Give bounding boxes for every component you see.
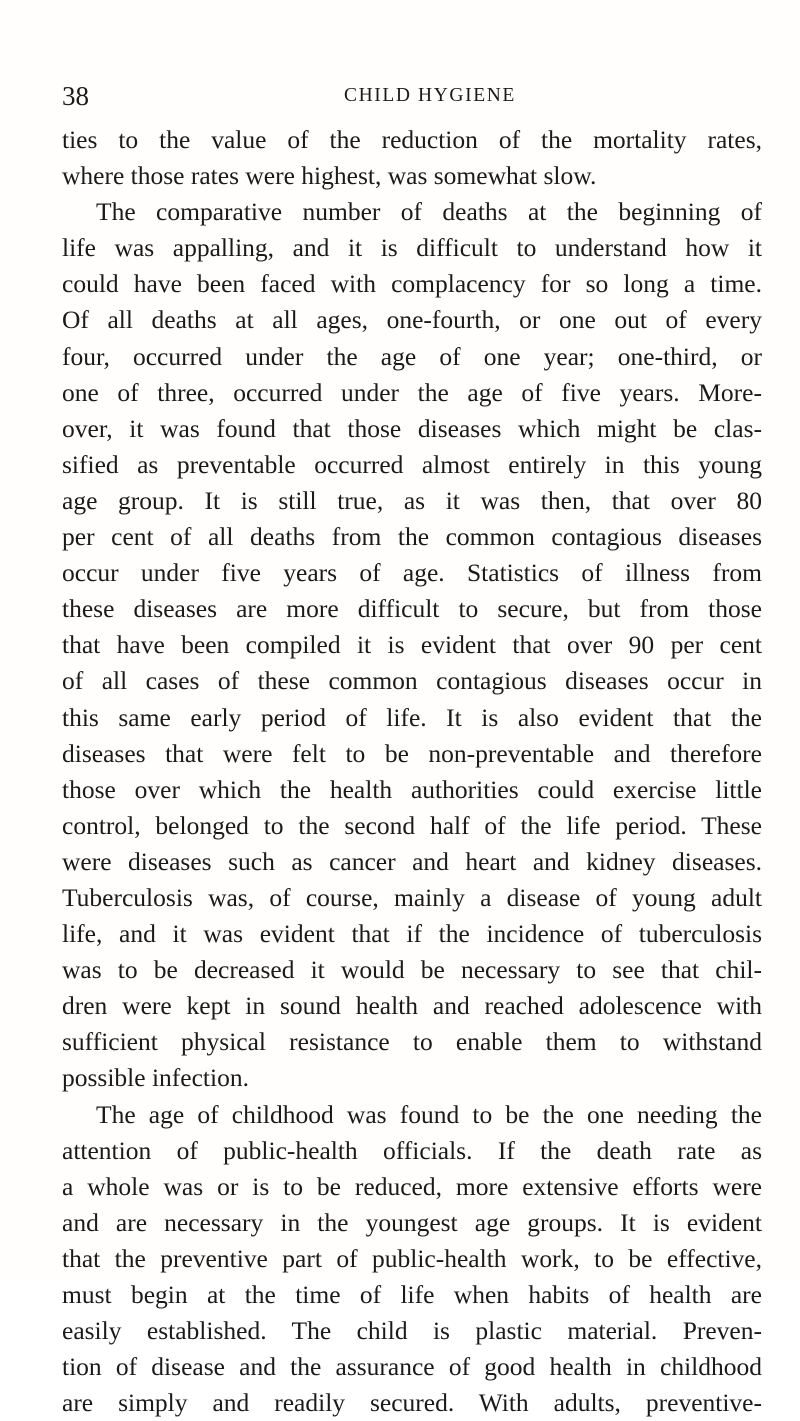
text-line: age group. It is still true, as it was then, that over 80 [62, 485, 762, 515]
text-line: four, occurred under the age of one year; one-third, or [62, 341, 762, 371]
text-line: The age of childhood was found to be the one needing the [96, 1099, 762, 1129]
text-line: are simply and readily secured. With adults, preventive- [62, 1388, 762, 1418]
text-line: a whole was or is to be reduced, more extensive efforts were [62, 1171, 762, 1201]
text-line: ties to the value of the reduction of the mortality rates, [62, 125, 762, 154]
text-line: life was appalling, and it is difficult to understand how it [62, 233, 762, 263]
text-line: Tuberculosis was, of course, mainly a disease of young adult [62, 882, 762, 912]
text-line: were diseases such as cancer and heart and kidney diseases. [62, 846, 762, 876]
running-title: CHILD HYGIENE [344, 85, 516, 106]
text-line: diseases that were felt to be non-preventable and therefore [62, 738, 762, 768]
text-line: per cent of all deaths from the common contagious diseases [62, 522, 762, 552]
text-line: and are necessary in the youngest age groups. It is evident [62, 1207, 762, 1237]
text-line: that the preventive part of public-health work, to be effective, [62, 1243, 762, 1273]
text-line: sufficient physical resistance to enable them to withstand [62, 1027, 762, 1057]
running-head [62, 78, 762, 118]
text-line: that have been compiled it is evident that over 90 per cent [62, 630, 762, 660]
text-line: possible infection. [62, 1063, 249, 1093]
text-line: this same early period of life. It is also evident that the [62, 702, 762, 732]
text-line: life, and it was evident that if the incidence of tuberculosis [62, 919, 762, 949]
text-line: those over which the health authorities could exercise little [62, 774, 762, 804]
text-line: was to be decreased it would be necessary to see that chil- [62, 955, 762, 985]
text-line: these diseases are more difficult to secure, but from those [62, 594, 762, 624]
body-text [62, 122, 762, 1421]
text-line: control, belonged to the second half of the life period. These [62, 810, 762, 840]
text-line: occur under five years of age. Statistics of illness from [62, 558, 762, 588]
text-line: attention of public-health officials. If the death rate as [62, 1135, 762, 1165]
text-line: tion of disease and the assurance of good health in childhood [62, 1352, 762, 1382]
text-line: over, it was found that those diseases which might be clas- [62, 413, 762, 443]
text-line: The comparative number of deaths at the beginning of [96, 197, 762, 227]
text-line: sified as preventable occurred almost entirely in this young [62, 449, 762, 479]
page-number: 38 [62, 81, 89, 111]
text-line: dren were kept in sound health and reached adolescence with [62, 991, 762, 1021]
text-line: Of all deaths at all ages, one-fourth, or one out of every [62, 305, 762, 335]
text-line: could have been faced with complacency for so long a time. [62, 269, 762, 299]
text-line: must begin at the time of life when habits of health are [62, 1280, 762, 1309]
text-line: one of three, occurred under the age of five years. More- [62, 377, 762, 407]
text-line: of all cases of these common contagious diseases occur in [62, 666, 762, 696]
text-line: easily established. The child is plastic material. Preven- [62, 1316, 762, 1346]
text-line: where those rates were highest, was somewhat slow. [62, 161, 597, 191]
